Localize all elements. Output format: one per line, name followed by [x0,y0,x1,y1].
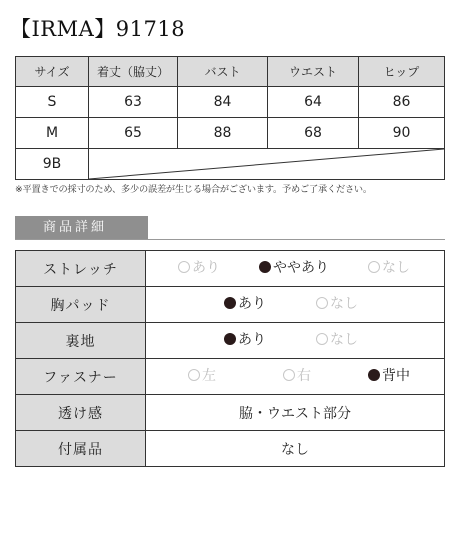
empty-circle-icon [178,261,190,273]
length-cell: 63 [89,87,178,118]
detail-options [146,359,445,395]
option-nashi: なし [316,287,358,322]
detail-row-stretch [16,251,445,287]
header-length: 着丈（脇丈） [89,57,178,87]
size-cell: 9B [16,149,89,180]
page-title: 【IRMA】91718 [10,17,186,41]
detail-value: 脇・ウエスト部分 [146,395,445,431]
detail-row-bust-pad [16,287,445,323]
detail-label: ストレッチ [16,251,146,287]
table-row [16,149,445,180]
measurement-note: ※平置きでの採寸のため、多少の誤差が生じる場合がございます。予めご了承ください。 [15,184,372,195]
unavailable-size-cell [89,149,445,180]
filled-circle-icon [259,261,271,273]
detail-row-accessories [16,431,445,467]
table-row [16,118,445,149]
option-nashi: なし [368,251,410,286]
table-row [16,87,445,118]
detail-label: 透け感 [16,395,146,431]
empty-circle-icon [283,369,295,381]
size-table-header-row [16,57,445,87]
detail-options [146,251,445,287]
detail-row-fastener [16,359,445,395]
detail-options [146,323,445,359]
detail-table [15,250,445,467]
hip-cell: 90 [359,118,445,149]
detail-label: 裏地 [16,323,146,359]
detail-label: 胸パッド [16,287,146,323]
option-right: 右 [283,359,311,394]
header-waist: ウエスト [268,57,359,87]
diagonal-strike-line [89,149,444,179]
empty-circle-icon [316,333,328,345]
bust-cell: 84 [178,87,268,118]
size-cell: M [16,118,89,149]
option-ari: あり [224,287,266,322]
bust-cell: 88 [178,118,268,149]
header-size: サイズ [16,57,89,87]
header-bust: バスト [178,57,268,87]
section-title: 商品詳細 [43,220,108,235]
option-nashi: なし [316,323,358,358]
empty-circle-icon [188,369,200,381]
filled-circle-icon [368,369,380,381]
size-table [15,56,445,180]
waist-cell: 64 [268,87,359,118]
option-yaya-ari: ややあり [259,251,329,286]
header-hip: ヒップ [359,57,445,87]
filled-circle-icon [224,333,236,345]
option-ari: あり [224,323,266,358]
section-tab-product-details [15,216,148,239]
size-cell: S [16,87,89,118]
hip-cell: 86 [359,87,445,118]
empty-circle-icon [316,297,328,309]
section-divider [15,239,445,240]
detail-value: なし [146,431,445,467]
detail-row-lining [16,323,445,359]
waist-cell: 68 [268,118,359,149]
detail-label: 付属品 [16,431,146,467]
option-ari: あり [178,251,220,286]
option-left: 左 [188,359,216,394]
detail-row-see-through [16,395,445,431]
empty-circle-icon [368,261,380,273]
length-cell: 65 [89,118,178,149]
detail-options [146,287,445,323]
detail-label: ファスナー [16,359,146,395]
option-back: 背中 [368,359,410,394]
filled-circle-icon [224,297,236,309]
